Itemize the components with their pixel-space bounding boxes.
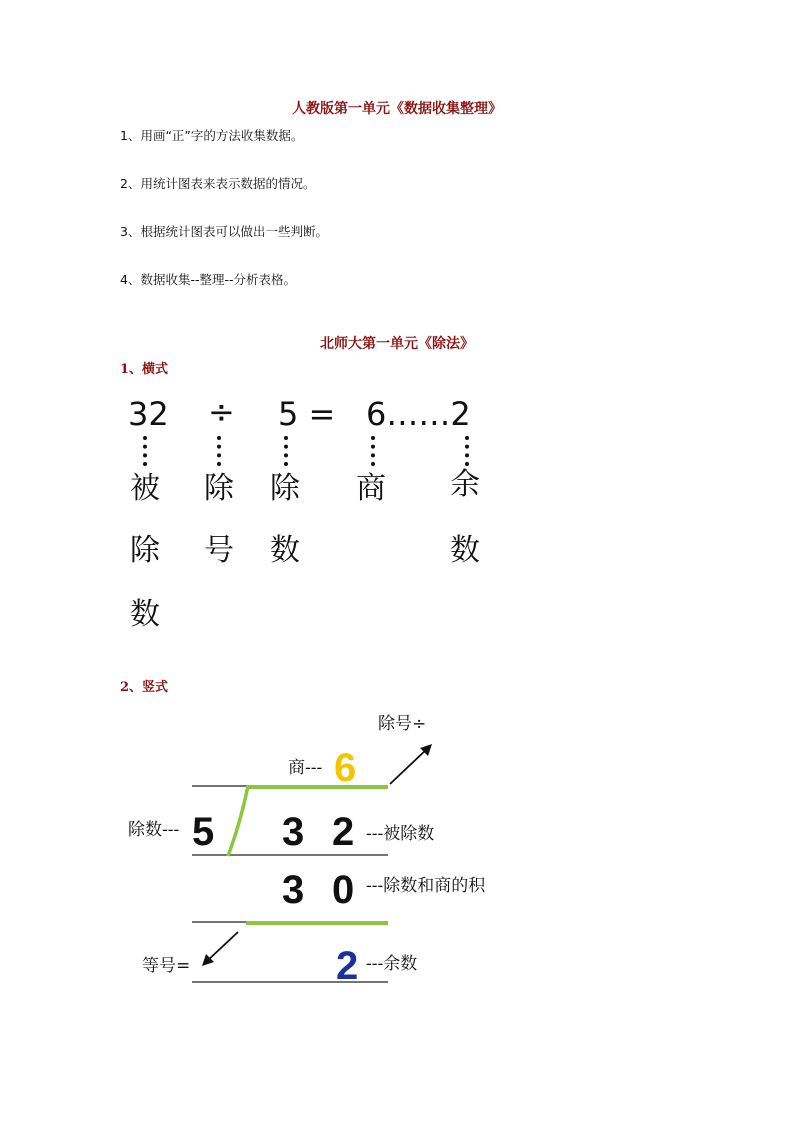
- label-dividend: ---被除数: [366, 824, 435, 844]
- label-char: 除: [270, 471, 300, 506]
- connector-dash: [143, 436, 151, 466]
- product-digit: 0: [332, 868, 355, 912]
- arrow-divsign: [390, 748, 428, 784]
- label-char: 除: [204, 471, 234, 506]
- label-quotient: 商---: [288, 758, 323, 778]
- label-char: 余: [450, 467, 480, 502]
- connector-dash: [465, 436, 473, 466]
- connector-dash: [217, 436, 225, 466]
- connector-dash: [371, 436, 379, 466]
- list-item: 1、用画“正”字的方法收集数据。: [120, 128, 304, 143]
- divisor-digit: 5: [192, 810, 215, 854]
- dividend-digit: 3: [282, 810, 305, 854]
- dividend-digit: 2: [332, 810, 355, 854]
- list-item: 2、用统计图表来表示数据的情况。: [120, 176, 316, 191]
- label-char: 被: [130, 471, 160, 506]
- label-product: ---除数和商的积: [366, 876, 486, 896]
- division-bracket: [228, 786, 248, 856]
- label-char: 数: [450, 533, 480, 568]
- section-1-title: 人教版第一单元《数据收集整理》: [292, 101, 502, 117]
- connector-dash: [284, 436, 292, 466]
- list-item: 4、数据收集--整理--分析表格。: [120, 272, 296, 287]
- list-item: 3、根据统计图表可以做出一些判断。: [120, 224, 328, 239]
- divisor-equals: 5 =: [278, 395, 336, 433]
- quotient-remainder: 6……2: [366, 395, 471, 433]
- label-remainder: ---余数: [366, 954, 418, 974]
- quotient-digit: 6: [334, 746, 357, 790]
- label-division-sign: 除号÷: [378, 714, 427, 734]
- dividend-number: 32: [128, 395, 169, 433]
- division-sign: ÷: [208, 393, 235, 431]
- horizontal-division-figure: [120, 382, 492, 644]
- label-char: 数: [270, 533, 300, 568]
- label-equals: 等号=: [142, 956, 191, 976]
- subheading-vertical: 2、竖式: [120, 680, 169, 695]
- label-char: 除: [130, 533, 160, 568]
- label-divisor: 除数---: [128, 820, 180, 840]
- label-char: 商: [356, 471, 386, 506]
- label-char: 数: [130, 597, 160, 632]
- product-digit: 3: [282, 868, 305, 912]
- remainder-digit: 2: [336, 944, 359, 988]
- long-division-figure: [120, 704, 530, 1000]
- label-char: 号: [204, 533, 234, 568]
- arrow-equals: [206, 932, 238, 962]
- section-2-title: 北师大第一单元《除法》: [320, 336, 474, 352]
- subheading-horizontal: 1、横式: [120, 362, 169, 377]
